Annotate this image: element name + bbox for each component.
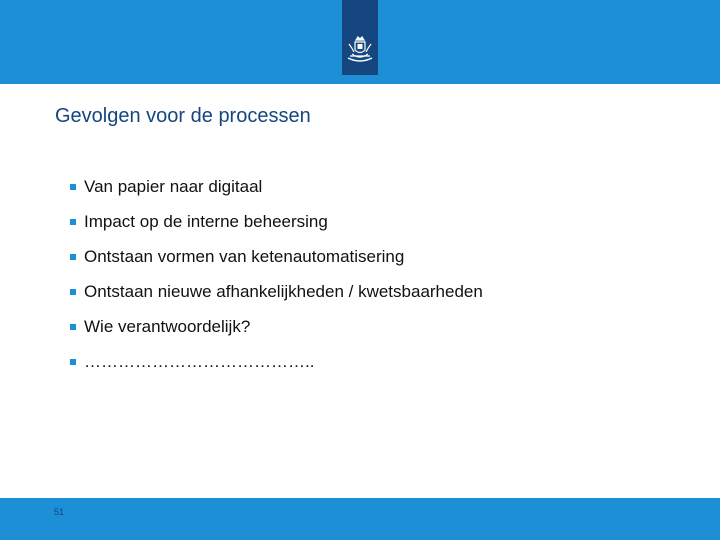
footer-band xyxy=(0,498,720,540)
coat-of-arms-icon xyxy=(346,36,374,66)
header-band xyxy=(0,0,720,84)
bullet-text: Impact op de interne beheersing xyxy=(84,212,328,231)
square-bullet-icon xyxy=(70,359,76,365)
bullet-text: Van papier naar digitaal xyxy=(84,177,263,196)
page-number: 51 xyxy=(54,507,65,517)
list-item xyxy=(70,210,483,234)
bullet-text: Ontstaan vormen van ketenautomatisering xyxy=(84,247,405,266)
square-bullet-icon xyxy=(70,254,76,260)
logo-block xyxy=(342,0,378,75)
square-bullet-icon xyxy=(70,184,76,190)
list-item xyxy=(70,175,483,199)
list-item xyxy=(70,280,483,304)
list-item xyxy=(70,315,483,339)
square-bullet-icon xyxy=(70,219,76,225)
bullet-list xyxy=(70,175,483,385)
bullet-text: Ontstaan nieuwe afhankelijkheden / kwetsbaarheden xyxy=(84,282,483,301)
square-bullet-icon xyxy=(70,324,76,330)
list-item xyxy=(70,245,483,269)
square-bullet-icon xyxy=(70,289,76,295)
list-item xyxy=(70,350,483,374)
bullet-text: Wie verantwoordelijk? xyxy=(84,317,251,336)
bullet-text: ………………………………….. xyxy=(84,352,315,371)
slide-title: Gevolgen voor de processen xyxy=(55,105,311,127)
